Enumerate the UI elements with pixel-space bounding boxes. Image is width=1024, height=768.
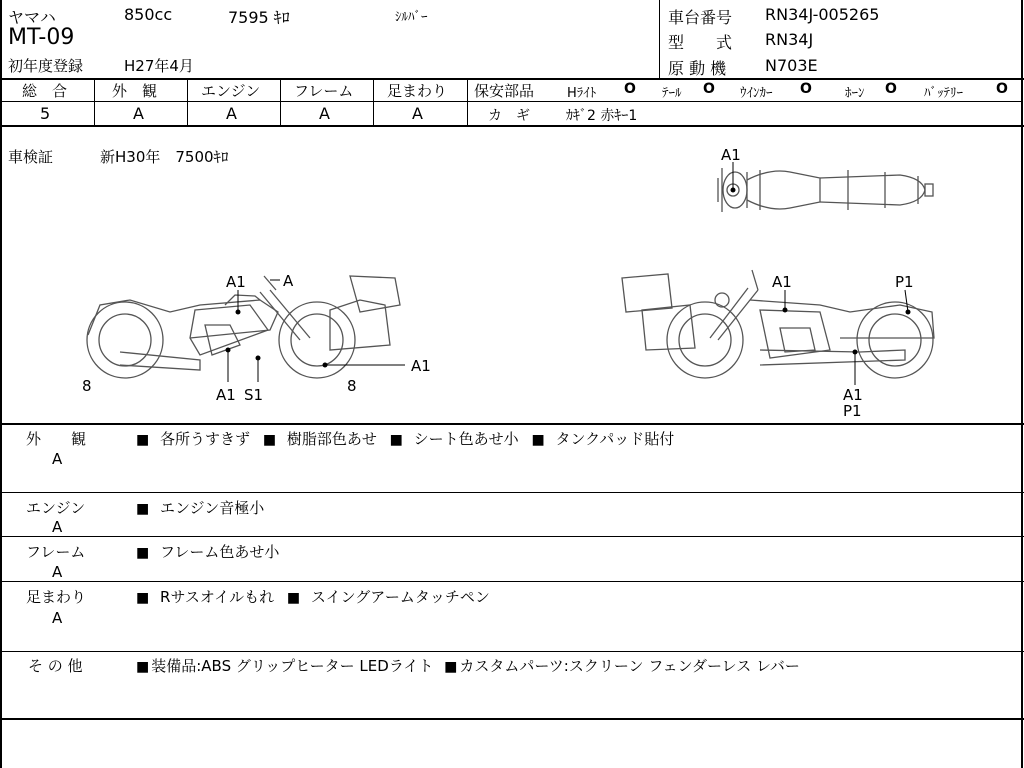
remark-item: カスタムパーツ:スクリーン フェンダーレス レバー bbox=[459, 657, 800, 675]
frame-no-value: RN34J-005265 bbox=[765, 5, 880, 24]
key-value: ｶｷﾞ2 赤ｷｰ1 bbox=[566, 108, 638, 124]
remark-item: スイングアームタッチペン bbox=[310, 588, 490, 606]
label-left-a: A bbox=[283, 272, 294, 290]
safety-mark-battery: O bbox=[996, 81, 1008, 97]
grade-exterior-value: A bbox=[133, 104, 144, 123]
safety-item-headlight: Hﾗｲﾄ bbox=[567, 86, 597, 101]
frame-no-label: 車台番号 bbox=[668, 8, 733, 27]
safety-item-battery: ﾊﾞｯﾃﾘｰ bbox=[924, 86, 963, 101]
grade-overall-value: 5 bbox=[40, 104, 51, 123]
remark-frame-items bbox=[136, 541, 279, 562]
displacement: 850cc bbox=[124, 5, 173, 24]
header-divider bbox=[659, 0, 660, 78]
remark-suspension-label: 足まわり bbox=[26, 588, 87, 606]
grade-exterior-label: 外 観 bbox=[112, 82, 158, 100]
rule-remarks-3 bbox=[0, 581, 1024, 582]
safety-item-winker: ｳｲﾝｶｰ bbox=[740, 86, 773, 101]
safety-item-tail: ﾃｰﾙ bbox=[662, 86, 682, 101]
remark-item: エンジン音極小 bbox=[160, 499, 265, 517]
remark-other-label: そ の 他 bbox=[28, 657, 83, 675]
remark-exterior-grade: A bbox=[52, 450, 63, 468]
rule-remarks-5 bbox=[0, 718, 1024, 720]
engine-model-label: 原 動 機 bbox=[668, 59, 727, 78]
remark-frame-label: フレーム bbox=[26, 543, 86, 561]
type-value: RN34J bbox=[765, 30, 814, 49]
remark-engine-grade: A bbox=[52, 518, 63, 536]
label-right-p1-top: P1 bbox=[895, 273, 914, 291]
safety-mark-winker: O bbox=[800, 81, 812, 97]
rule-safety-mid bbox=[468, 101, 1023, 102]
grade-frame-label: フレーム bbox=[294, 82, 354, 100]
remark-item: フレーム色あせ小 bbox=[160, 543, 280, 561]
first-reg-label: 初年度登録 bbox=[8, 57, 84, 75]
safety-item-horn: ﾎｰﾝ bbox=[845, 86, 865, 101]
bullet: ■ bbox=[262, 432, 277, 448]
bullet: ■ bbox=[136, 501, 150, 517]
grade-sep-2 bbox=[187, 78, 188, 125]
label-left-s1: S1 bbox=[244, 386, 264, 404]
remark-item: 装備品:ABS グリップヒーター LEDライト bbox=[151, 657, 434, 675]
remark-other-items bbox=[136, 655, 800, 676]
safety-mark-tail: O bbox=[703, 81, 715, 97]
bullet: ■ bbox=[389, 432, 403, 448]
grade-frame-value: A bbox=[319, 104, 330, 123]
remark-engine-label: エンジン bbox=[26, 499, 86, 517]
inspection-value: 新H30年 7500ｷﾛ bbox=[100, 148, 229, 166]
label-left-a1-right: A1 bbox=[411, 357, 431, 375]
first-reg-value: H27年4月 bbox=[124, 57, 194, 75]
inspection-label: 車検証 bbox=[8, 148, 54, 166]
grade-sep-1 bbox=[94, 78, 95, 125]
remark-frame-grade: A bbox=[52, 563, 63, 581]
bullet: ■ bbox=[286, 590, 301, 606]
label-right-a1: A1 bbox=[772, 273, 792, 291]
rule-remarks-2 bbox=[0, 536, 1024, 537]
rule-grades-mid bbox=[0, 101, 468, 102]
grade-suspension-label: 足まわり bbox=[387, 82, 448, 100]
color: ｼﾙﾊﾞｰ bbox=[395, 10, 428, 25]
type-label: 型 式 bbox=[668, 33, 733, 52]
damage-diagram bbox=[0, 127, 1020, 423]
grade-engine-label: エンジン bbox=[201, 82, 261, 100]
key-label: カ ギ bbox=[488, 108, 530, 124]
label-left-8-b: 8 bbox=[347, 377, 357, 395]
bullet: ■ bbox=[136, 659, 150, 675]
remark-item: 各所うすきず bbox=[160, 430, 251, 448]
label-left-a1-bottom: A1 bbox=[216, 386, 236, 404]
grade-suspension-value: A bbox=[412, 104, 423, 123]
engine-model-value: N703E bbox=[765, 56, 818, 75]
remark-exterior-items bbox=[136, 428, 674, 449]
remark-engine-items bbox=[136, 497, 264, 518]
top-view-bike bbox=[718, 168, 933, 212]
maker: ヤマハ bbox=[8, 8, 56, 27]
remark-suspension-grade: A bbox=[52, 609, 63, 627]
grade-sep-5 bbox=[467, 78, 468, 125]
grade-sep-4 bbox=[373, 78, 374, 125]
grade-sep-3 bbox=[280, 78, 281, 125]
label-left-8-a: 8 bbox=[82, 377, 92, 395]
bullet: ■ bbox=[531, 432, 545, 448]
remark-item: 樹脂部色あせ bbox=[286, 430, 377, 448]
grade-engine-value: A bbox=[226, 104, 237, 123]
rule-remarks-4 bbox=[0, 651, 1024, 652]
bullet: ■ bbox=[444, 659, 458, 675]
bullet: ■ bbox=[136, 432, 150, 448]
safety-mark-horn: O bbox=[885, 81, 897, 97]
remark-suspension-items bbox=[136, 586, 490, 607]
remark-item: タンクパッド貼付 bbox=[555, 430, 675, 448]
bullet: ■ bbox=[136, 545, 150, 561]
label-right-p1-bottom: P1 bbox=[843, 402, 862, 420]
model: MT-09 bbox=[8, 25, 75, 50]
remark-item: シート色あせ小 bbox=[413, 430, 519, 448]
rule-remarks-1 bbox=[0, 492, 1024, 493]
safety-label: 保安部品 bbox=[474, 82, 535, 100]
right-border bbox=[1021, 0, 1023, 768]
label-top-a1: A1 bbox=[721, 146, 741, 164]
safety-mark-headlight: O bbox=[624, 81, 636, 97]
grade-overall-label: 総 合 bbox=[22, 82, 68, 100]
label-left-a1-top: A1 bbox=[226, 273, 246, 291]
remark-item: Rサスオイルもれ bbox=[160, 588, 275, 606]
rule-diagram-bottom bbox=[0, 423, 1024, 425]
mileage: 7595 ｷﾛ bbox=[228, 8, 290, 27]
label-right-a1-bottom: A1 bbox=[843, 386, 863, 404]
left-view-bike bbox=[87, 276, 400, 378]
remark-exterior-label: 外 観 bbox=[26, 430, 87, 448]
bullet: ■ bbox=[136, 590, 150, 606]
